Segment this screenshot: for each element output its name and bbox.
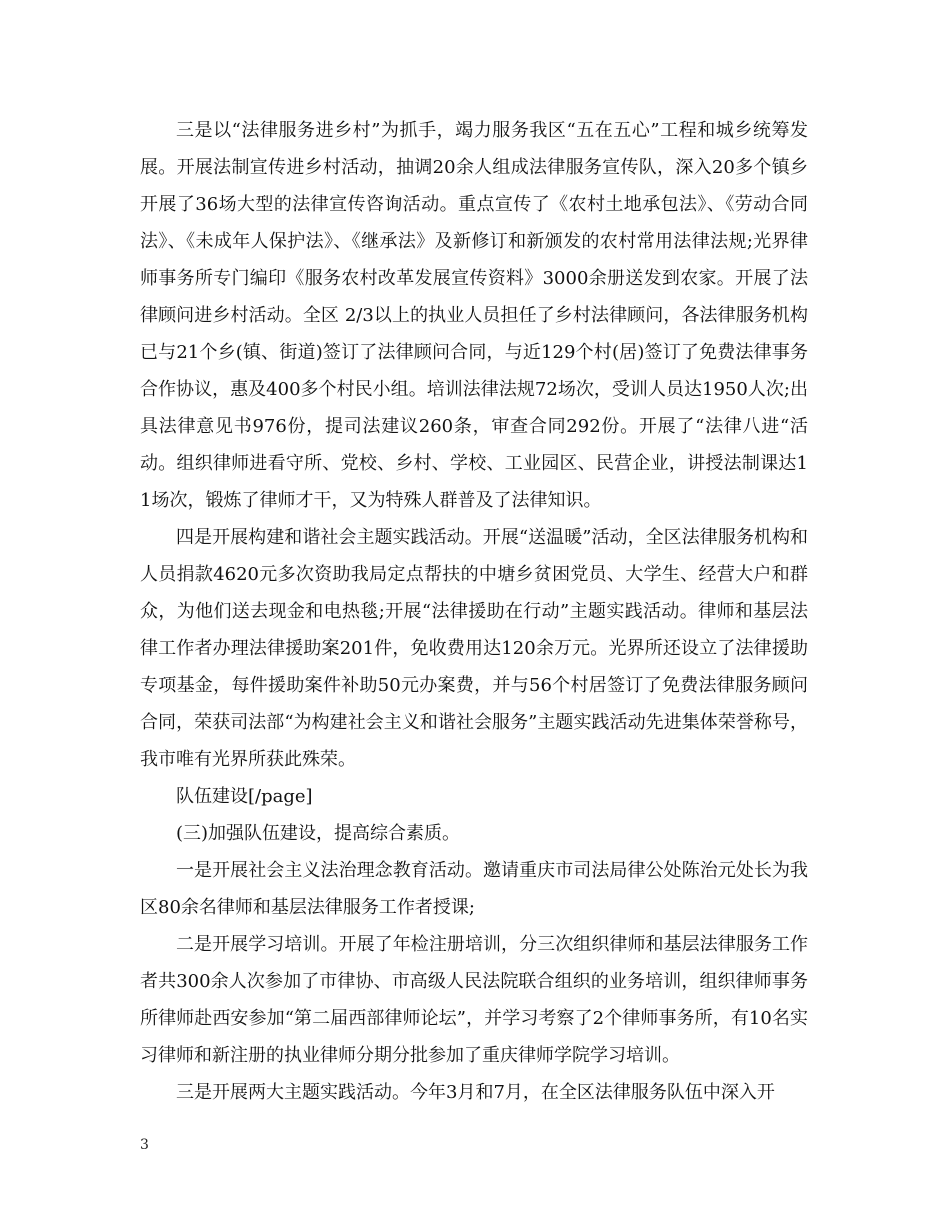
section-heading-team-quality: (三)加强队伍建设，提高综合素质。: [176, 823, 461, 844]
paragraph-theme-practice: 三是开展两大主题实践活动。今年3月和7月，在全区法律服务队伍中深入开: [176, 1082, 775, 1103]
page-number: 3: [140, 1137, 149, 1153]
paragraph-rule-of-law-education: 一是开展社会主义法治理念教育活动。邀请重庆市司法局律公处陈治元处长为我区80余名律师和基层法律服务工作者授课;: [140, 860, 808, 918]
paragraph-study-training: 二是开展学习培训。开展了年检注册培训，分三次组织律师和基层法律服务工作者共300余人次参加了市律协、市高级人民法院联合组织的业务培训，组织律师事务所律师赴西安参加“第二届西部律师论坛”，并学习考察了2个律师事务所，有10名实习律师和新注册的执业律师分期分批参加了重庆律师学院学习培训。: [140, 934, 808, 1066]
paragraph-harmonious-society: 四是开展构建和谐社会主题实践活动。开展“送温暖”活动，全区法律服务机构和人员捐款4620元多次资助我局定点帮扶的中塘乡贫困党员、大学生、经营大户和群众，为他们送去现金和电热毯;开展“法律援助在行动”主题实践活动。律师和基层法律工作者办理法律援助案201件，免收费用达120余万元。光界所还设立了法律援助专项基金，每件援助案件补助50元办案费，并与56个村居签订了免费法律服务顾问合同，荣获司法部“为构建社会主义和谐社会服务”主题实践活动先进集体荣誉称号，我市唯有光界所获此殊荣。: [140, 527, 808, 770]
document-body: [140, 112, 808, 1111]
paragraph-legal-services-villages: 三是以“法律服务进乡村”为抓手，竭力服务我区“五在五心”工程和城乡统筹发展。开展法制宣传进乡村活动，抽调20余人组成法律服务宣传队，深入20多个镇乡开展了36场大型的法律宣传咨询活动。重点宣传了《农村土地承包法》、《劳动合同法》、《未成年人保护法》、《继承法》及新修订和新颁发的农村常用法律法规;光界律师事务所专门编印《服务农村改革发展宣传资料》3000余册送发到农家。开展了法律顾问进乡村活动。全区 2/3以上的执业人员担任了乡村法律顾问，各法律服务机构已与21个乡(镇、街道)签订了法律顾问合同，与近129个村(居)签订了免费法律事务合作协议，惠及400多个村民小组。培训法律法规72场次，受训人员达1950人次;出具法律意见书976份，提司法建议260条，审查合同292份。开展了“法律八进“活动。组织律师进看守所、党校、乡村、学校、工业园区、民营企业，讲授法制课达11场次，锻炼了律师才干，又为特殊人群普及了法律知识。: [140, 120, 808, 511]
paragraph-team-building-heading: 队伍建设[/page]: [176, 786, 313, 807]
